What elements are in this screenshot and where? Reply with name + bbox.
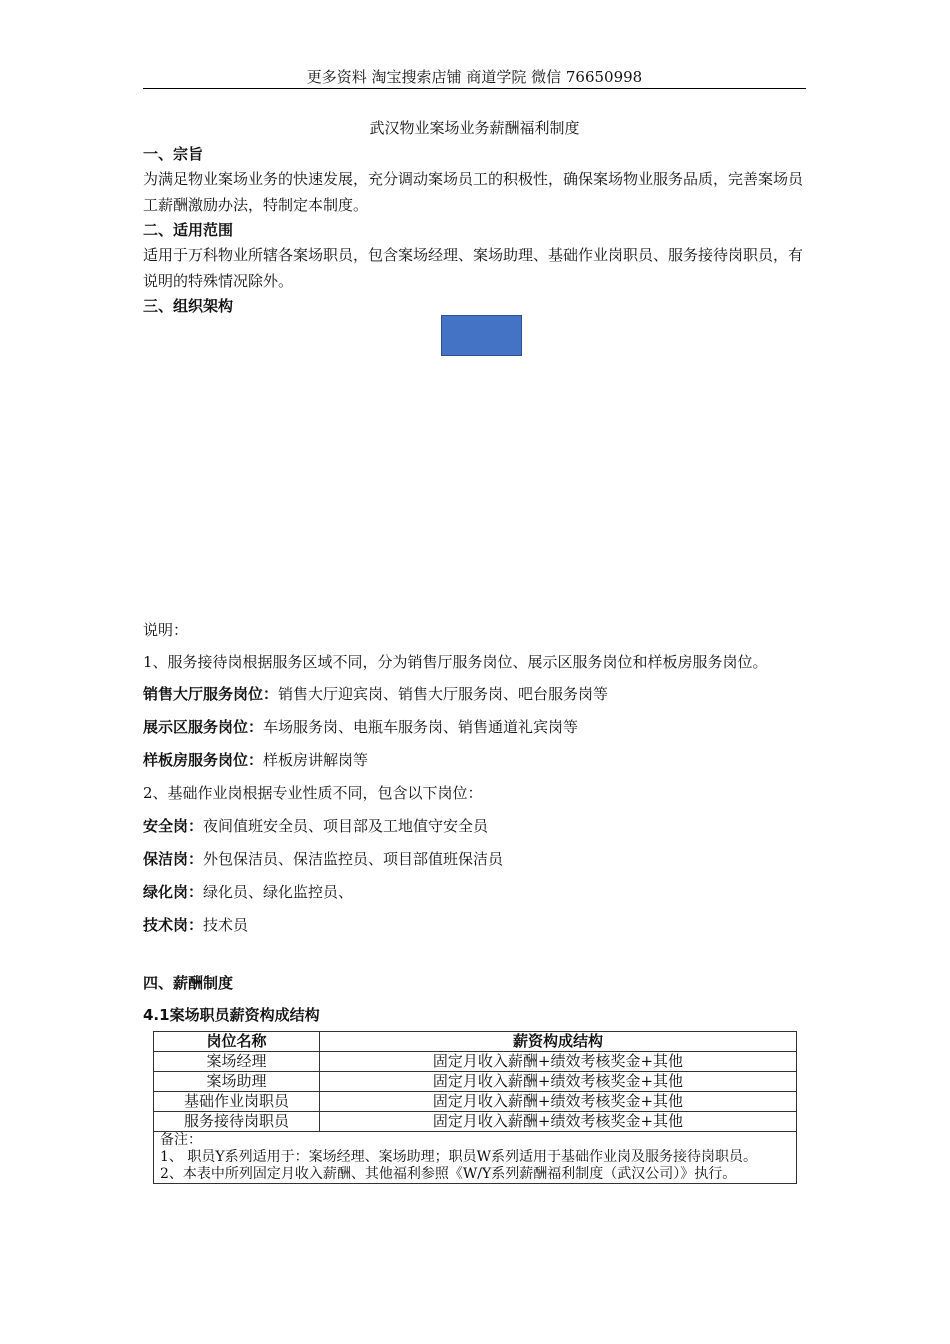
note-item-value: 销售大厅迎宾岗、销售大厅服务岗、吧台服务岗等 [278,685,609,703]
notes-block [143,614,806,942]
cell-position: 案场助理 [154,1072,320,1092]
note-item-value: 夜间值班安全员、项目部及工地值守安全员 [203,817,489,835]
header-position: 岗位名称 [154,1032,320,1052]
note-item-key: 保洁岗： [143,850,204,868]
note-item [143,744,806,777]
note-item [143,909,806,942]
note-item [143,810,806,843]
section-4-1-title: 4.1案场职员薪资构成结构 [143,1006,320,1024]
cell-structure: 固定月收入薪酬+绩效考核奖金+其他 [320,1092,797,1112]
document-title: 武汉物业案场业务薪酬福利制度 [369,119,580,137]
remark-1: 1、 职员Y系列适用于：案场经理、案场助理；职员W系列适用于基础作业岗及服务接待岗职员。 [160,1149,757,1165]
cell-structure: 固定月收入薪酬+绩效考核奖金+其他 [320,1052,797,1072]
section-2-title: 二、适用范围 [143,221,234,239]
note-item-value: 技术员 [203,916,249,934]
note-item-key: 展示区服务岗位： [143,718,264,736]
note-item-value: 车场服务岗、电瓶车服务岗、销售通道礼宾岗等 [263,718,579,736]
cell-position: 服务接待岗职员 [154,1112,320,1132]
table-row [154,1112,797,1132]
page-header: 更多资料 淘宝搜索店铺 商道学院 微信 76650998 [143,66,806,89]
cell-structure: 固定月收入薪酬+绩效考核奖金+其他 [320,1112,797,1132]
cell-position: 案场经理 [154,1052,320,1072]
section-4-title: 四、薪酬制度 [143,974,234,992]
note-item [143,678,806,711]
table-row [154,1052,797,1072]
note-item-key: 样板房服务岗位： [143,751,264,769]
table-remarks [154,1132,797,1184]
note-1: 1、服务接待岗根据服务区域不同，分为销售厅服务岗位、展示区服务岗位和样板房服务岗位。 [143,653,768,671]
table-row [154,1092,797,1112]
remarks-label: 备注： [160,1132,202,1148]
note-item-value: 外包保洁员、保洁监控员、项目部值班保洁员 [203,850,504,868]
table-row [154,1072,797,1092]
cell-structure: 固定月收入薪酬+绩效考核奖金+其他 [320,1072,797,1092]
table-remarks-row [154,1132,797,1184]
note-item-value: 绿化员、绿化监控员、 [203,883,354,901]
header-structure: 薪资构成结构 [320,1032,797,1052]
table-header-row [154,1032,797,1052]
cell-position: 基础作业岗职员 [154,1092,320,1112]
section-4 [143,967,806,1031]
intro-sections [143,142,806,318]
section-1-title: 一、宗旨 [143,145,204,163]
notes-label: 说明： [143,621,189,639]
note-item-key: 销售大厅服务岗位： [143,685,279,703]
note-item [143,843,806,876]
note-item-key: 安全岗： [143,817,204,835]
org-chart-box [441,315,522,356]
salary-structure-table [153,1031,797,1184]
note-item-key: 技术岗： [143,916,204,934]
note-2: 2、基础作业岗根据专业性质不同，包含以下岗位： [143,784,483,802]
remark-2: 2、本表中所列固定月收入薪酬、其他福利参照《W/Y系列薪酬福利制度（武汉公司）》执行。 [160,1166,737,1182]
section-3-title: 三、组织架构 [143,297,234,315]
section-2-body: 适用于万科物业所辖各案场职员，包含案场经理、案场助理、基础作业岗职员、服务接待岗职员，有说明的特殊情况除外。 [143,246,804,290]
note-item-value: 样板房讲解岗等 [263,751,369,769]
section-1-body: 为满足物业案场业务的快速发展，充分调动案场员工的积极性，确保案场物业服务品质，完善案场员工薪酬激励办法，特制定本制度。 [143,170,804,214]
note-item [143,876,806,909]
note-item-key: 绿化岗： [143,883,204,901]
note-item [143,711,806,744]
